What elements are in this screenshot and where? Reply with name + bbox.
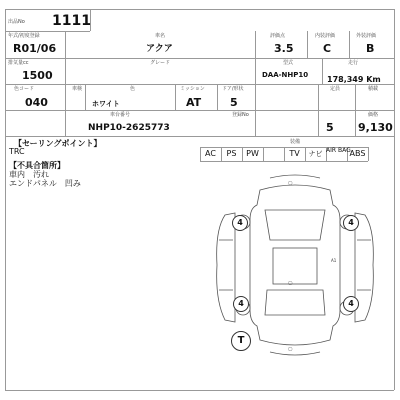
displacement-label: 排気量cc	[8, 60, 29, 66]
displacement-value: 1500	[22, 69, 53, 82]
equip-pw: PW	[242, 147, 264, 161]
year-value: R01/06	[13, 42, 57, 55]
selling-points-title: 【セーリングポイント】	[14, 139, 102, 148]
inspection-label: 車検	[72, 86, 83, 92]
equipment-bottom	[200, 161, 368, 162]
damage-pin-tire: T	[231, 331, 251, 351]
col1-sep	[65, 31, 66, 136]
model-label: 型式	[283, 60, 294, 66]
diagram-mark-rear: ◯	[288, 346, 293, 351]
load-label: 積載	[368, 86, 379, 92]
equip-airbag: AIR BAG	[326, 147, 348, 161]
exterior-label: 外装評価	[356, 33, 377, 39]
col-eval-interior-sep	[307, 31, 308, 58]
car-damage-diagram	[205, 170, 385, 360]
diagram-mark-front: ◯	[288, 180, 293, 185]
row1-bottom	[5, 58, 394, 59]
damage-pin-rear-right: 4	[343, 296, 359, 312]
defect-item-1: 車内 汚れ	[9, 170, 49, 179]
equip-ac: AC	[200, 147, 222, 161]
grade-label: グレード	[150, 60, 171, 66]
price-label: 価格	[368, 112, 379, 118]
lot-box-bottom	[5, 31, 90, 32]
frame-left	[5, 9, 6, 390]
damage-pin-front-right: 4	[343, 215, 359, 231]
capacity-label: 定員	[330, 86, 341, 92]
color-code-label: 色コード	[14, 86, 35, 92]
damage-pin-front-left: 4	[232, 215, 248, 231]
row3-bottom	[5, 110, 394, 111]
interior-label: 内装評価	[315, 33, 336, 39]
exterior-value: B	[366, 42, 375, 55]
col-interior-exterior-sep	[349, 31, 350, 58]
doors-label: ドア/形状	[222, 86, 244, 92]
eval-value: 3.5	[274, 42, 294, 55]
lot-number: 1111	[52, 13, 91, 29]
col-load-sep	[355, 84, 356, 136]
capacity-value: 5	[326, 121, 334, 134]
selling-point-item: TRC	[9, 147, 25, 156]
transmission-value: AT	[186, 96, 202, 109]
equip-navi: ナビ	[305, 147, 327, 161]
interior-value: C	[323, 42, 332, 55]
damage-pin-rear-left: 4	[233, 296, 249, 312]
col-model-mileage-sep	[322, 58, 323, 84]
car-name-label: 車名	[155, 33, 166, 39]
frame-right	[394, 9, 395, 390]
frame-bottom	[5, 390, 394, 391]
equip-tv: TV	[284, 147, 306, 161]
car-name-value: アクア	[146, 44, 173, 54]
col-color-sep	[175, 84, 176, 110]
equip-blank	[263, 147, 285, 161]
mileage-label: 走行	[348, 60, 359, 66]
year-label: 年式/初度登録	[8, 33, 40, 39]
chassis-label: 車台番号	[110, 112, 131, 118]
diagram-mark-center: ◯	[288, 280, 293, 285]
col-capacity-sep	[318, 84, 319, 136]
col-color-code-sep	[85, 84, 86, 110]
equip-ps: PS	[221, 147, 243, 161]
color-code-value: 040	[25, 96, 48, 109]
defects-title: 【不具合箇所】	[9, 161, 65, 170]
eval-label: 評価点	[270, 33, 286, 39]
col-mission-sep	[217, 84, 218, 110]
lot-label: 出品No	[8, 19, 25, 25]
col-main-sep	[255, 31, 256, 136]
price-value: 9,130	[358, 121, 393, 134]
defect-item-2: エンドパネル 凹み	[9, 179, 81, 188]
chassis-value: NHP10-2625773	[88, 123, 170, 133]
doors-value: 5	[230, 96, 238, 109]
color-value: ホワイト	[92, 100, 120, 108]
damage-mark-right: A1	[331, 258, 337, 263]
equipment-label: 装備	[290, 139, 301, 145]
transmission-label: ミッション	[180, 86, 205, 92]
plate-label: 登録No	[232, 112, 249, 118]
equip-abs: ABS	[347, 147, 369, 161]
color-label: 色	[130, 86, 136, 92]
frame-top	[5, 9, 394, 10]
row4-bottom	[5, 136, 394, 137]
mileage-value: 178,349 Km	[327, 75, 381, 84]
model-value: DAA-NHP10	[262, 71, 309, 79]
